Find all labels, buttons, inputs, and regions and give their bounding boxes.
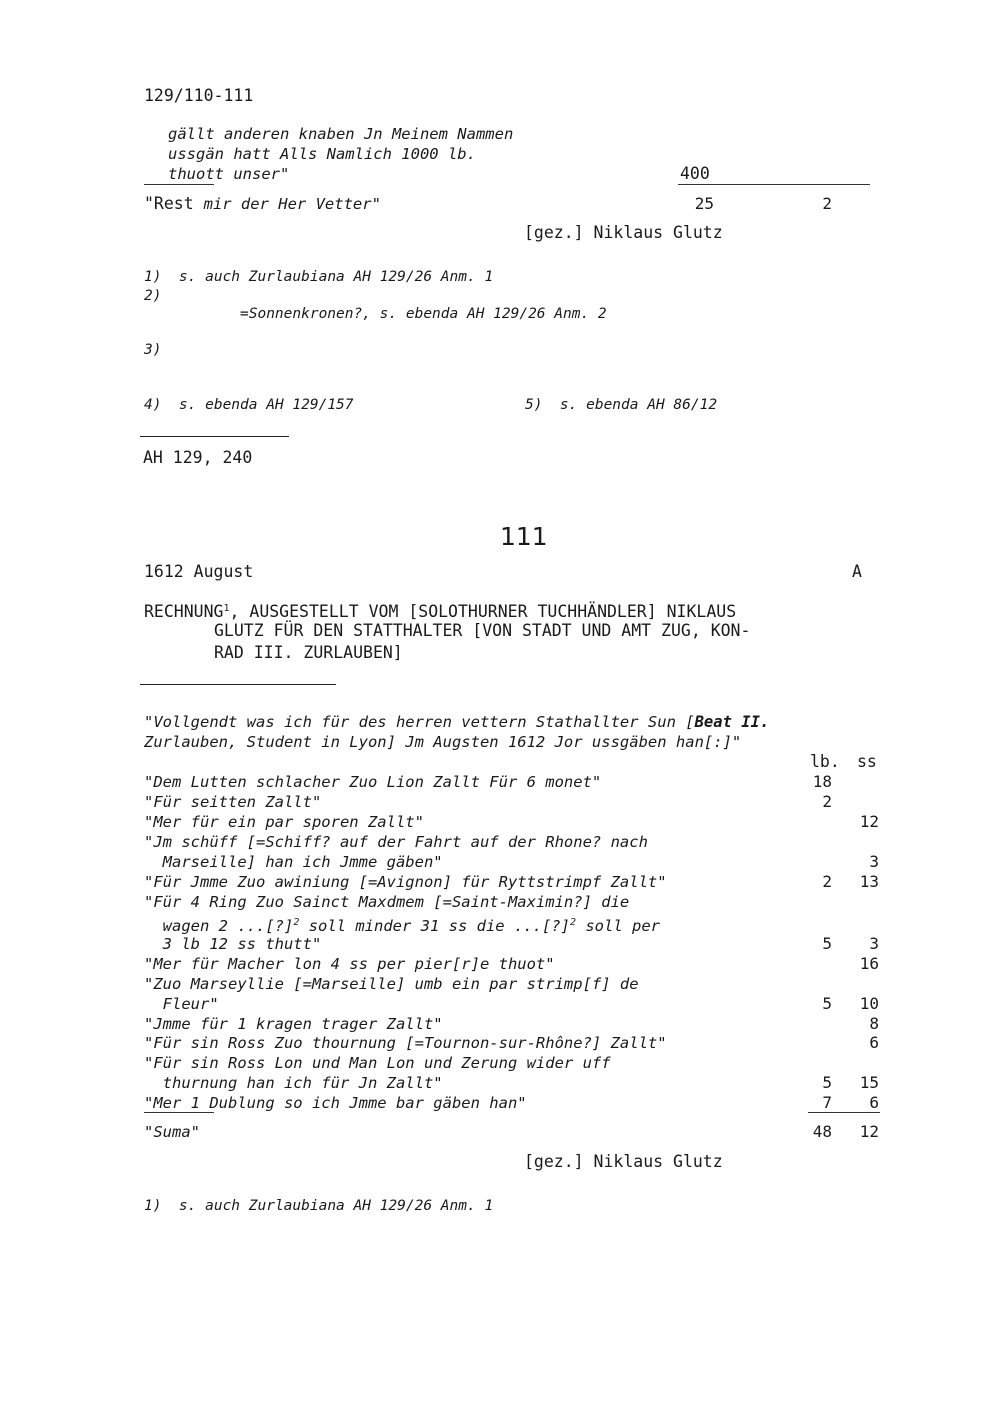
footnote: 1) s. auch Zurlaubiana AH 129/26 Anm. 1	[144, 269, 494, 285]
entry-text: thurnung han ich für Jn Zallt"	[144, 1074, 443, 1092]
text-line: gällt anderen knaben Jn Meinem Nammen	[168, 125, 514, 143]
entry-lb: 5	[822, 934, 832, 953]
title-word: RECHNUNG	[144, 602, 224, 621]
intro-line: Zurlauben, Student in Lyon] Jm Augsten 1612 Jor ussgäben han[:]"	[144, 733, 742, 751]
entry-ss: 12	[859, 812, 879, 831]
text-line: thuott unser"	[168, 165, 290, 183]
entry-lb: 2	[822, 872, 832, 891]
sum-lb: 48	[812, 1122, 832, 1141]
document-title-line: RAD III. ZURLAUBEN]	[214, 643, 403, 662]
sum-ss: 12	[859, 1122, 879, 1141]
document-title	[144, 599, 736, 622]
entry-lb: 7	[822, 1093, 832, 1112]
entry-text: "Mer für ein par sporen Zallt"	[144, 813, 424, 831]
text-line: ussgän hatt Alls Namlich 1000 lb.	[168, 145, 476, 163]
underline-rule	[144, 184, 214, 185]
document-number: 111	[500, 522, 548, 551]
entry-text: "Für 4 Ring Zuo Sainct Maxdmem [=Saint-Maximin?] die	[144, 893, 630, 911]
document-letter: A	[852, 562, 862, 581]
entry-text: "Für sin Ross Lon und Man Lon und Zerung wider uff	[144, 1054, 611, 1072]
document-title-line: GLUTZ FÜR DEN STATTHALTER [VON STADT UND AMT ZUG, KON-	[214, 621, 751, 640]
rest-line	[144, 194, 381, 214]
amount-value: 400	[680, 164, 710, 183]
footnote-mark: 2	[293, 917, 300, 928]
rest-label-italic: mir der Her Vetter"	[203, 195, 381, 213]
separator-rule	[140, 436, 289, 437]
separator-rule	[140, 684, 336, 685]
entry-text: "Jm schüff [=Schiff? auf der Fahrt auf der Rhone? nach	[144, 833, 648, 851]
entry-ss: 15	[859, 1073, 879, 1092]
entry-text: "Dem Lutten schlacher Zuo Lion Zallt Für 6 monet"	[144, 773, 602, 791]
intro-line	[144, 712, 769, 732]
entry-text: "Jmme für 1 kragen trager Zallt"	[144, 1015, 443, 1033]
footnote: 2)	[144, 288, 162, 304]
entry-text: "Für seitten Zallt"	[144, 793, 322, 811]
entry-text: Fleur"	[144, 995, 219, 1013]
entry-text: 3 lb 12 ss thutt"	[144, 935, 322, 953]
entry-ss: 6	[869, 1093, 879, 1112]
rest-ss: 2	[822, 194, 832, 213]
entry-text: "Zuo Marseyllie [=Marseille] umb ein par strimp[f] de	[144, 975, 639, 993]
intro-bold: Beat II.	[694, 713, 770, 731]
entry-ss: 13	[859, 872, 879, 891]
entry-ss: 10	[859, 994, 879, 1013]
source-reference: AH 129, 240	[143, 448, 253, 467]
entry-lb: 2	[822, 792, 832, 811]
rest-lb: 25	[694, 194, 714, 213]
entry-text: Marseille] han ich Jmme gäben"	[144, 853, 443, 871]
footnote: 3)	[144, 342, 162, 358]
sum-rule	[678, 184, 870, 185]
footnote: 5) s. ebenda AH 86/12	[525, 397, 718, 413]
entry-text-part: soll per	[576, 917, 660, 935]
signature: [gez.] Niklaus Glutz	[524, 223, 723, 242]
entry-ss: 6	[869, 1033, 879, 1052]
sum-label: "Suma"	[144, 1123, 200, 1141]
entry-lb: 5	[822, 1073, 832, 1092]
rest-label: "Rest	[144, 194, 204, 213]
title-footnote-mark: 1	[223, 603, 230, 614]
column-header-ss: ss	[857, 752, 877, 771]
title-rest: , AUSGESTELLT VOM [SOLOTHURNER TUCHHÄNDLER] NIKLAUS	[229, 602, 737, 621]
entry-ss: 16	[859, 954, 879, 973]
footnote: =Sonnenkronen?, s. ebenda AH 129/26 Anm. 2	[240, 306, 607, 322]
entry-text	[144, 913, 660, 936]
entry-text: "Für sin Ross Zuo thournung [=Tournon-sur-Rhône?] Zallt"	[144, 1034, 667, 1052]
entry-text: "Mer für Macher lon 4 ss per pier[r]e thuot"	[144, 955, 555, 973]
footnote-mark: 2	[569, 917, 576, 928]
entry-text: "Mer 1 Dublung so ich Jmme bar gäben han"	[144, 1094, 527, 1112]
sum-rule	[808, 1112, 880, 1113]
column-header-lb: lb.	[810, 752, 840, 771]
signature: [gez.] Niklaus Glutz	[524, 1152, 723, 1171]
document-date: 1612 August	[144, 562, 254, 581]
intro-text: "Vollgendt was ich für des herren vettern Stathallter Sun [	[144, 713, 695, 731]
page-reference: 129/110-111	[144, 86, 254, 105]
footnote: 1) s. auch Zurlaubiana AH 129/26 Anm. 1	[144, 1198, 494, 1214]
entry-text: "Für Jmme Zuo awiniung [=Avignon] für Ryttstrimpf Zallt"	[144, 873, 667, 891]
entry-ss: 3	[869, 934, 879, 953]
entry-ss: 8	[869, 1014, 879, 1033]
entry-text-part: wagen 2 ...[?]	[144, 917, 294, 935]
entry-ss: 3	[869, 852, 879, 871]
entry-lb: 18	[812, 772, 832, 791]
entry-lb: 5	[822, 994, 832, 1013]
underline-rule	[144, 1112, 214, 1113]
entry-text-part: soll minder 31 ss die ...[?]	[299, 917, 570, 935]
footnote: 4) s. ebenda AH 129/157	[144, 397, 354, 413]
